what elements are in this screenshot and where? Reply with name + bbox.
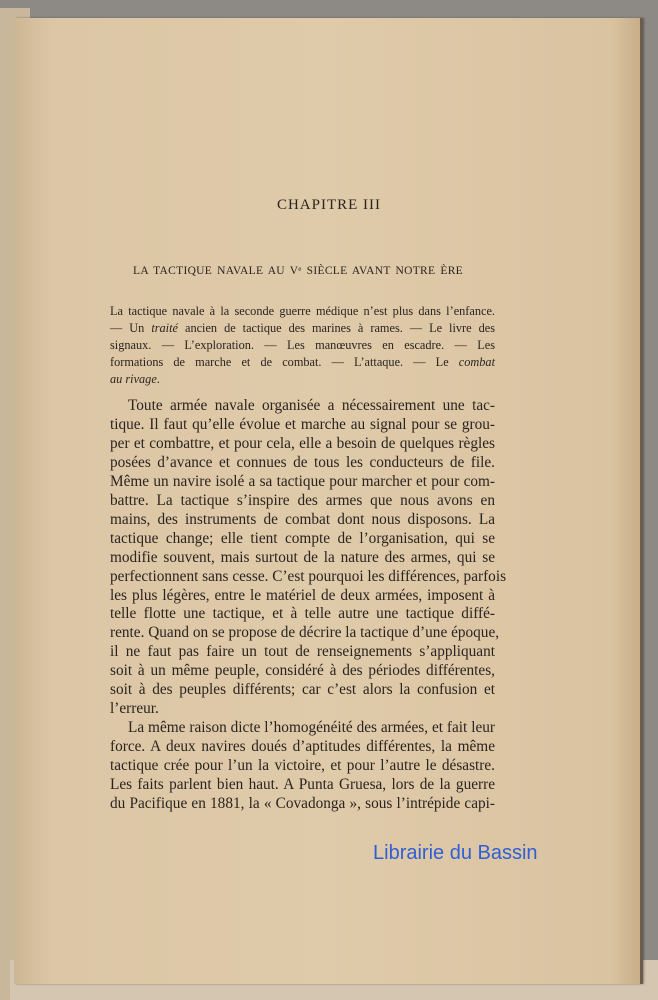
summary-line [110, 320, 495, 336]
summary-text: . [156, 371, 160, 386]
page-edge [640, 18, 643, 984]
body-line: Les faits parlent bien haut. A Punta Gruesa, lors de la guerre [110, 776, 495, 793]
body-line: l’erreur. [110, 700, 159, 718]
body-line: tactique change; elle tient compte de l’organisation, qui se [110, 529, 495, 547]
summary-text: — Un [110, 320, 152, 335]
body-line: posées d’avance et connues de tous les conducteurs de file. [110, 453, 495, 471]
body-line: soit à un même peuple, considéré à des périodes différentes, [110, 662, 495, 680]
body-line: il ne faut pas faire un tout de renseignements s’appliquant [110, 643, 495, 661]
summary-line [110, 303, 495, 319]
summary-line [110, 371, 495, 387]
chapter-heading: CHAPITRE III [276, 197, 382, 213]
body-line: Toute armée navale organisée a nécessairement une tac- [128, 397, 495, 414]
body-line: soit à des peuples différents; car c’est alors la confusion et [110, 681, 495, 699]
summary-text: traité [151, 320, 178, 335]
summary-line [110, 337, 495, 353]
summary-text: formations de marche et de combat. — L’attaque. — Le [110, 354, 459, 369]
chapter-title: LA TACTIQUE NAVALE AU Vᵉ SIÈCLE AVANT NOTRE ÈRE [133, 265, 463, 277]
body-line: Même un navire isolé a sa tactique pour marcher et pour com- [110, 472, 495, 490]
body-line: mains, des instruments de combat dont nous disposons. La [110, 510, 495, 528]
body-line: force. A deux navires doués d’aptitudes différentes, la même [110, 738, 495, 756]
summary-text: au rivage [110, 371, 157, 386]
body-line: telle flotte une tactique, et à telle autre une tactique diffé- [110, 605, 495, 623]
summary-line [110, 354, 495, 370]
body-line: tique. Il faut qu’elle évolue et marche au signal pour se grou- [110, 415, 495, 433]
body-line: du Pacifique en 1881, la « Covadonga », sous l’intrépide capi- [110, 794, 495, 812]
body-line: per et combattre, et pour cela, elle a besoin de quelques règles [110, 434, 495, 452]
body-line: tactique crée pour l’un la victoire, et pour l’autre le désastre. [110, 757, 495, 775]
body-line: modifie souvent, mais surtout de la nature des armes, qui se [110, 548, 495, 566]
summary-text: signaux. — L’exploration. — Les manœuvres en escadre. — Les [110, 337, 495, 352]
watermark: Librairie du Bassin [373, 842, 538, 864]
body-line: les plus légères, entre le matériel de deux armées, imposent à [110, 586, 495, 604]
body-line: battre. La tactique s’inspire des armes que nous avons en [110, 491, 495, 509]
summary-text: ancien de tactique des marines à rames. — Le livre des [177, 320, 495, 335]
body-line: perfectionnent sans cesse. C’est pourquoi les différences, parfois [110, 567, 507, 585]
body-line: rente. Quand on se propose de décrire la tactique d’une époque, [110, 624, 500, 642]
summary-text: La tactique navale à la seconde guerre médique n’est plus dans l’enfance. [110, 304, 495, 318]
body-line: La même raison dicte l’homogénéité des armées, et fait leur [128, 719, 495, 737]
summary-text: combat [458, 354, 495, 369]
